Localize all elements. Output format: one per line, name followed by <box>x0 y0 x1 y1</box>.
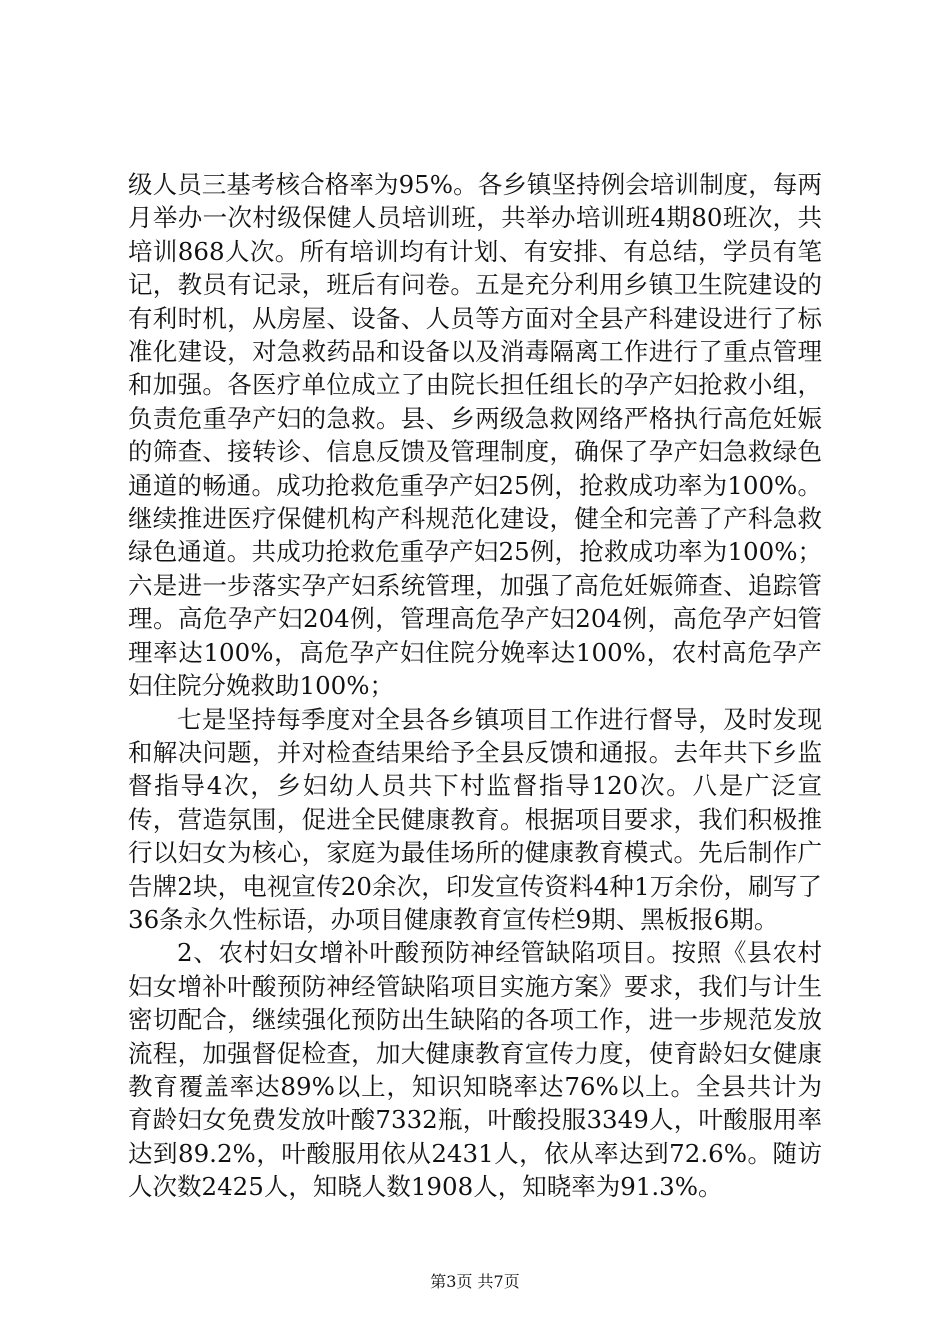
paragraph-2: 七是坚持每季度对全县各乡镇项目工作进行督导，及时发现和解决问题，并对检查结果给予全县反馈和通报。去年共下乡监督指导4次，乡妇幼人员共下村监督指导120次。八是广泛宣传，营造氛围，促进全民健康教育。根据项目要求，我们积极推行以妇女为核心，家庭为最佳场所的健康教育模式。先后制作广告牌2块，电视宣传20余次，印发宣传资料4种1万余份，刷写了36条永久性标语，办项目健康教育宣传栏9期、黑板报6期。 <box>128 704 822 934</box>
paragraph-1: 级人员三基考核合格率为95%。各乡镇坚持例会培训制度，每两月举办一次村级保健人员培训班，共举办培训班4期80班次，共培训868人次。所有培训均有计划、有安排、有总结，学员有笔记，教员有记录，班后有问卷。五是充分利用乡镇卫生院建设的有利时机，从房屋、设备、人员等方面对全县产科建设进行了标准化建设，对急救药品和设备以及消毒隔离工作进行了重点管理和加强。各医疗单位成立了由院长担任组长的孕产妇抢救小组，负责危重孕产妇的急救。县、乡两级急救网络严格执行高危妊娠的筛查、接转诊、信息反馈及管理制度，确保了孕产妇急救绿色通道的畅通。成功抢救危重孕产妇25例，抢救成功率为100%。继续推进医疗保健机构产科规范化建设，健全和完善了产科急救绿色通道。共成功抢救危重孕产妇25例，抢救成功率为100%；六是进一步落实孕产妇系统管理，加强了高危妊娠筛查、追踪管理。高危孕产妇204例，管理高危孕产妇204例，高危孕产妇管理率达100%，高危孕产妇住院分娩率达100%，农村高危孕产妇住院分娩救助100%； <box>128 170 822 701</box>
page-number-label: 第3页 共7页 <box>430 1272 520 1291</box>
page-footer <box>0 1272 950 1292</box>
document-body <box>128 168 822 1204</box>
paragraph-3: 2、农村妇女增补叶酸预防神经管缺陷项目。按照《县农村妇女增补叶酸预防神经管缺陷项目实施方案》要求，我们与计生密切配合，继续强化预防出生缺陷的各项工作，进一步规范发放流程，加强督促检查，加大健康教育宣传力度，使育龄妇女健康教育覆盖率达89%以上，知识知晓率达76%以上。全县共计为育龄妇女免费发放叶酸7332瓶，叶酸投服3349人，叶酸服用率达到89.2%，叶酸服用依从2431人，依从率达到72.6%。随访人次数2425人，知晓人数1908人，知晓率为91.3%。 <box>128 938 822 1202</box>
